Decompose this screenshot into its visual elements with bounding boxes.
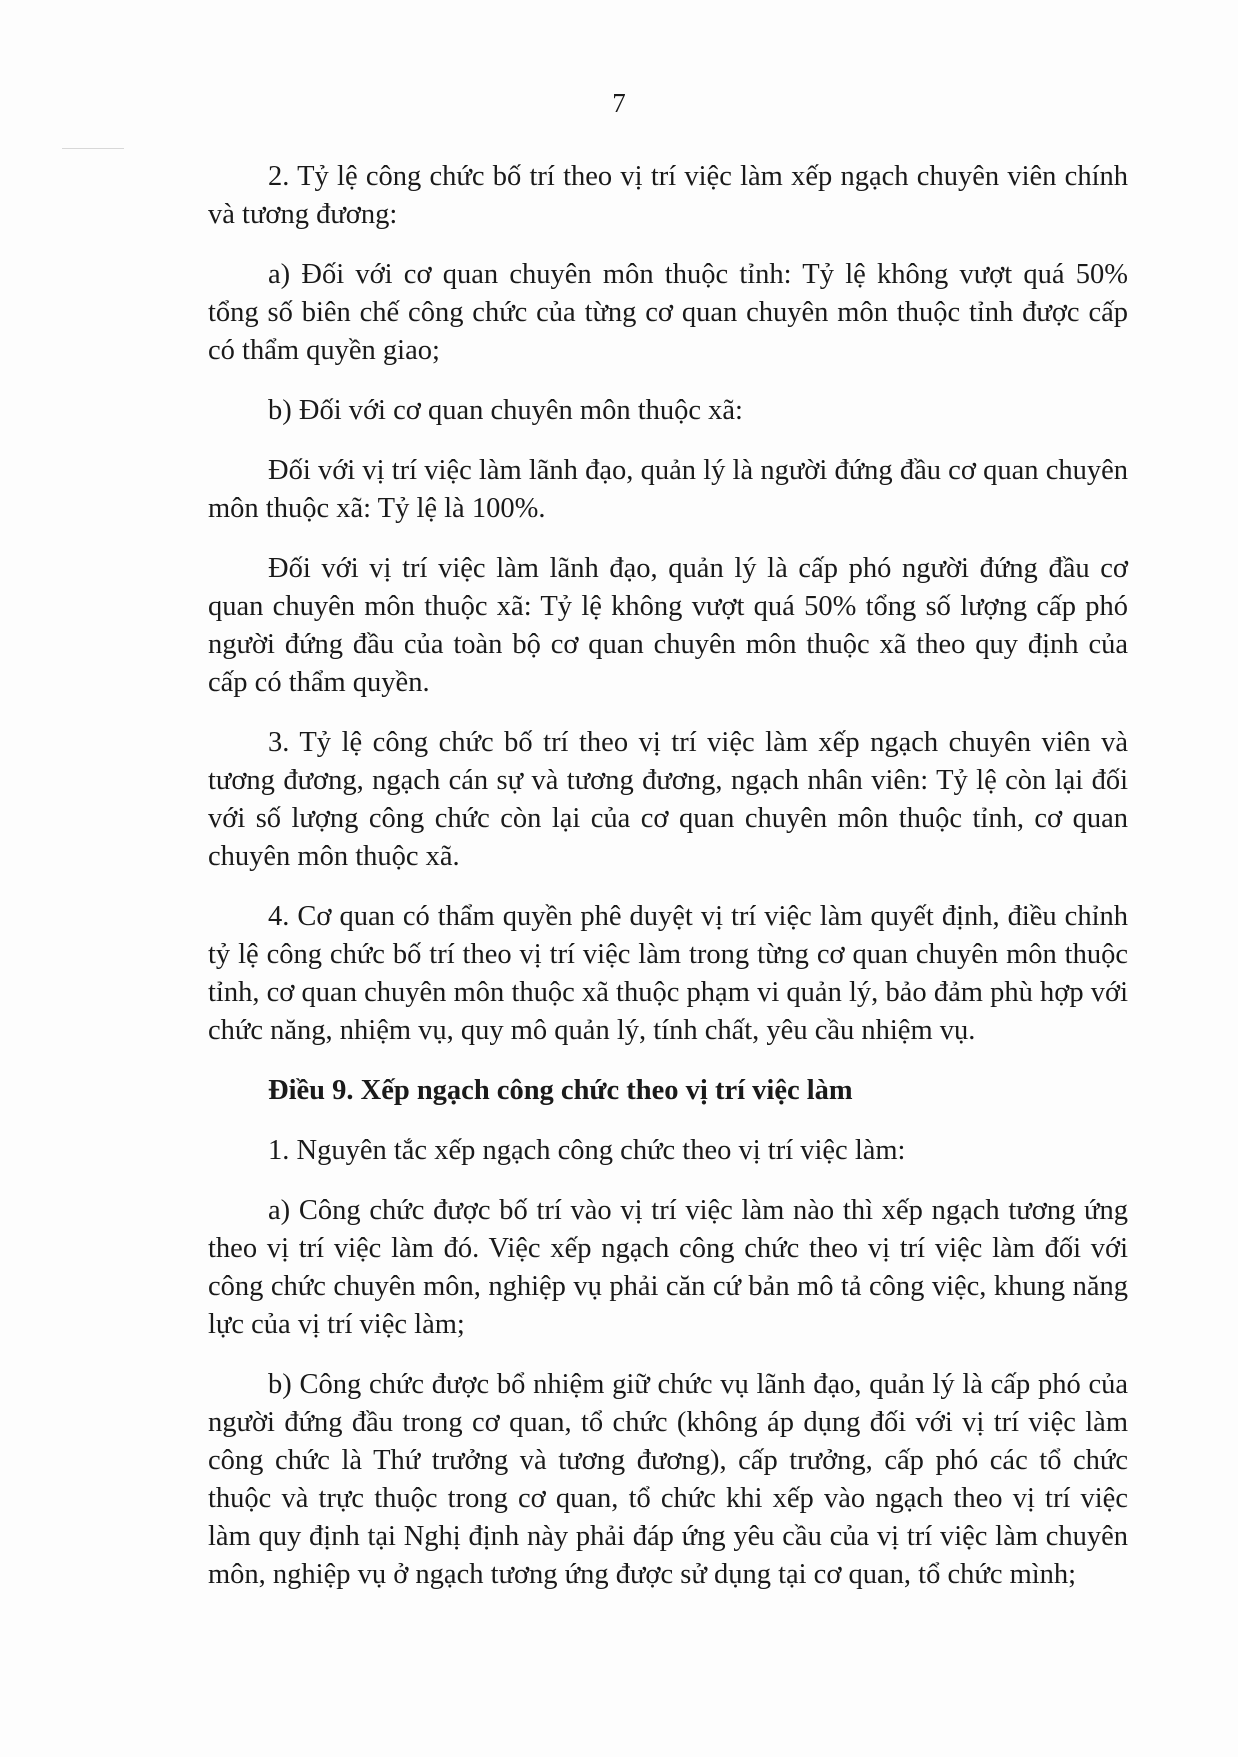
paragraph-clause-4: 4. Cơ quan có thẩm quyền phê duyệt vị trí việc làm quyết định, điều chỉnh tỷ lệ công chức bố trí theo vị trí việc làm trong từng cơ quan chuyên môn thuộc tỉnh, cơ quan chuyên môn thuộc xã thuộc phạm vi quản lý, bảo đảm phù hợp với chức năng, nhiệm vụ, quy mô quản lý, tính chất, yêu cầu nhiệm vụ. bbox=[208, 901, 1128, 1046]
scan-artifact-line bbox=[62, 148, 124, 149]
paragraph-article-9-clause-1: 1. Nguyên tắc xếp ngạch công chức theo vị trí việc làm: bbox=[268, 1135, 906, 1166]
article-9-heading: Điều 9. Xếp ngạch công chức theo vị trí việc làm bbox=[268, 1075, 853, 1106]
page-number: 7 bbox=[612, 88, 626, 118]
paragraph-article-9-clause-1b: b) Công chức được bổ nhiệm giữ chức vụ lãnh đạo, quản lý là cấp phó của người đứng đầu trong cơ quan, tổ chức (không áp dụng đối với vị trí việc làm công chức là Thứ trưởng và tương đương), cấp trưởng, cấp phó các tổ chức thuộc và trực thuộc trong cơ quan, tổ chức khi xếp vào ngạch theo vị trí việc làm quy định tại Nghị định này phải đáp ứng yêu cầu của vị trí việc làm chuyên môn, nghiệp vụ ở ngạch tương ứng được sử dụng tại cơ quan, tổ chức mình; bbox=[208, 1369, 1128, 1590]
paragraph-clause-3: 3. Tỷ lệ công chức bố trí theo vị trí việc làm xếp ngạch chuyên viên và tương đương, ngạch cán sự và tương đương, ngạch nhân viên: Tỷ lệ còn lại đối với số lượng công chức còn lại của cơ quan chuyên môn thuộc tỉnh, cơ quan chuyên môn thuộc xã. bbox=[208, 727, 1128, 872]
paragraph-clause-2: 2. Tỷ lệ công chức bố trí theo vị trí việc làm xếp ngạch chuyên viên chính và tương đương: bbox=[208, 161, 1128, 230]
paragraph-clause-2b: b) Đối với cơ quan chuyên môn thuộc xã: bbox=[268, 395, 743, 426]
paragraph-clause-2b-deputy: Đối với vị trí việc làm lãnh đạo, quản lý là cấp phó người đứng đầu cơ quan chuyên môn thuộc xã: Tỷ lệ không vượt quá 50% tổng số lượng cấp phó người đứng đầu của toàn bộ cơ quan chuyên môn thuộc xã theo quy định của cấp có thẩm quyền. bbox=[208, 553, 1128, 698]
paragraph-article-9-clause-1a: a) Công chức được bố trí vào vị trí việc làm nào thì xếp ngạch tương ứng theo vị trí việc làm đó. Việc xếp ngạch công chức theo vị trí việc làm đối với công chức chuyên môn, nghiệp vụ phải căn cứ bản mô tả công việc, khung năng lực của vị trí việc làm; bbox=[208, 1195, 1128, 1340]
paragraph-clause-2a: a) Đối với cơ quan chuyên môn thuộc tỉnh: Tỷ lệ không vượt quá 50% tổng số biên chế công chức của từng cơ quan chuyên môn thuộc tỉnh được cấp có thẩm quyền giao; bbox=[208, 259, 1128, 366]
document-body bbox=[208, 158, 1128, 1616]
paragraph-clause-2b-head: Đối với vị trí việc làm lãnh đạo, quản lý là người đứng đầu cơ quan chuyên môn thuộc xã: Tỷ lệ là 100%. bbox=[208, 455, 1128, 524]
